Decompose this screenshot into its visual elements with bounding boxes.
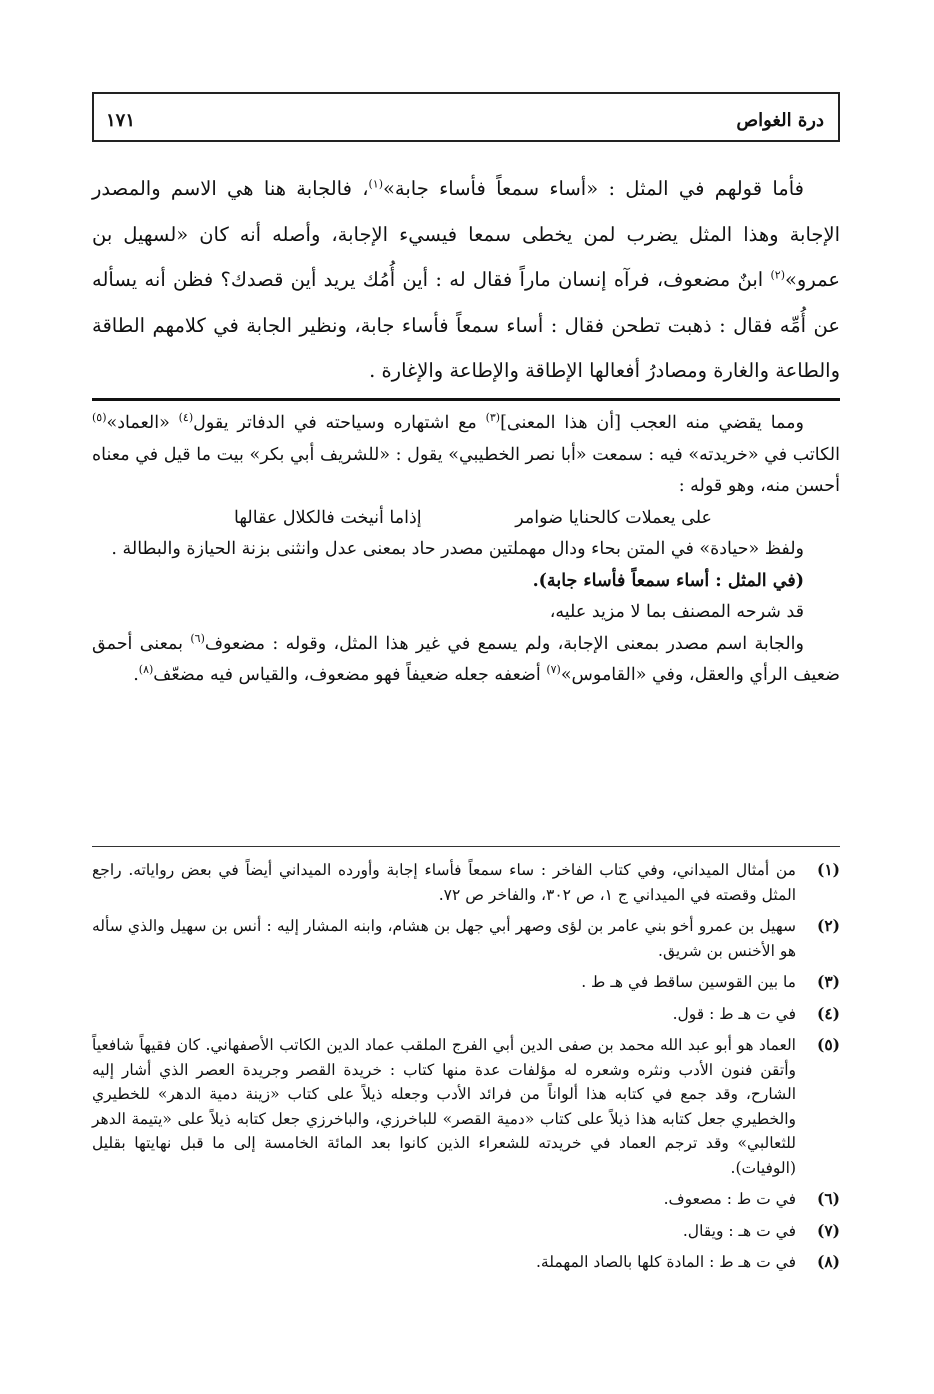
footnote-item [92,1250,840,1275]
footnote-ref: (٥) [92,411,107,425]
footnote-item [92,914,840,963]
footnote-ref: (٦) [190,631,205,645]
footnote-number: (٥) [816,1035,840,1054]
footnote-ref: (٧) [546,663,561,677]
commentary-text [92,408,840,692]
footnote-number: (٨) [816,1252,840,1271]
lemma-heading: (في المثل : أساء سمعاً فأساء جابة). [532,570,804,591]
main-paragraph [92,166,840,394]
verse-first-hemistich: على يعملات كالحنايا ضوامر [515,507,712,528]
footnote-number: (٤) [816,1003,840,1023]
section-divider [92,398,840,401]
footnote-number: (٧) [816,1220,840,1240]
running-title: درة الغواص [736,110,824,131]
commentary-part: مع اشتهاره وسياحته في الدفاتر يقول [193,413,486,433]
footnote-text: من أمثال الميداني، وفي كتاب الفاخر : ساء سمعاً فأساء إجابة وأورده الميداني أيضاً في بعض رواياته. راجع المثل وقصته في الميداني ج ١، ص ٣٠٢، والفاخر ص ٧٢. [92,861,796,904]
footnote-item [92,1187,840,1212]
commentary-part: والجابة اسم مصدر بمعنى الإجابة، ولم يسمع في غير هذا المثل، وقوله : مضعوف [204,633,804,654]
footnote-item [92,1033,840,1180]
commentary-part: أضعفه جعله ضعيفاً فهو مضعوف، والقياس فيه مضعّف [153,665,547,685]
footnote-ref: (١) [368,177,383,191]
footnote-item [92,858,840,907]
commentary-paragraph [92,629,840,692]
footnote-text: في ت هـ : ويقال. [682,1221,796,1240]
footnote-number: (٢) [816,916,840,935]
footnote-text: العماد هو أبو عبد الله محمد بن صفى الدين أبي الفرج الملقب عماد الدين الكاتب الأصفهاني. كان فقيهاً شافعياً وأتقن فنون الأدب ونثره وشعره له مؤلفات عدة منها كتاب : خريدة القصر وجريدة العصر الذي أشار إليه الشارح، وقد جمع في كتابه هذا ألواناً من فرائد الأدب وجعله ذيلاً على كتاب «زينة دمية الدهر» للخطيري والخطيري جعل كتابه هذا ذيلاً على كتاب «دمية القصر» للباخرزي، والباخرزي جعل كتابه ذيلاً على «يتيمة الدهر للثعالبي» وقد ترجم العماد في خريدته للشعراء الذين كانوا بعد المائة الخامسة إلى ما قبل نهايتها بقليل (الوفيات). [92,1036,796,1177]
commentary-paragraph [92,408,840,503]
commentary-part: «العماد» [106,413,179,433]
footnote-text: في ت هـ ط : قول. [672,1004,796,1023]
footnote-number: (٦) [816,1189,840,1208]
footnote-divider [92,846,840,847]
footnotes-section [92,858,840,1282]
main-text-part: ابنٌ مضعوف، فرآه إنسان ماراً فقال له : أين أُمُك يريد أين قصدك؟ فظن أنه يسأله عن أُمِّه فقال : ذهبت تطحن فقال : أساء سمعاً فأساء جابة، ونظير الجابة في كلامهم الطاقة والطاعة والغارة ومصادرُ أفعالها الإطاقة والإطاعة والإغارة . [92,268,840,382]
commentary-part: الكاتب في «خريدته» فيه : سمعت «أبا نصر الخطيبي» يقول : «للشريف أبي بكر» بيت ما قيل في معناه أحسن منه، وهو قوله : [92,444,840,496]
commentary-paragraph: ولفظ «حيادة» في المتن بحاء ودال مهملتين مصدر حاد بمعنى عدل وانثنى بزنة الحيازة والبطالة . [111,539,804,559]
commentary-part: بمعنى أحمق ضعيف الرأي والعقل، وفي «القاموس» [92,633,840,685]
footnote-item [92,970,840,995]
page-header [92,92,840,142]
footnote-text: في ت ط : مصعوف. [663,1190,796,1208]
verse-second-hemistich: إذاما أنيخت فالكلال عقالها [234,507,422,528]
commentary-paragraph: قد شرحه المصنف بما لا مزيد عليه، [549,602,804,622]
footnote-ref: (٢) [770,268,785,282]
commentary-part: ومما يقضي منه العجب [أن هذا المعنى] [500,413,804,433]
main-text [92,166,840,394]
footnote-number: (١) [816,860,840,879]
footnote-text: ما بين القوسين ساقط في هـ ط . [581,973,796,991]
poetry-verse [92,503,840,535]
footnote-ref: (٨) [138,663,154,677]
footnote-number: (٣) [816,972,840,991]
footnote-item [92,1002,840,1027]
footnote-ref: (٤) [178,411,194,425]
main-text-part: ، فالجابة هنا هي الاسم والمصدر الإجابة وهذا المثل يضرب لمن يخطى سمعا فيسيء الإجابة، وأصله أنه كان «لسهيل بن عمرو» [92,177,840,291]
page-number: ١٧١ [106,110,136,131]
footnote-ref: (٣) [485,411,501,425]
main-text-part: فأما قولهم في المثل : «أساء سمعاً فأساء جابة» [383,177,804,200]
footnote-item [92,1219,840,1244]
footnote-text: في ت هـ ط : المادة كلها بالصاد المهملة. [535,1253,796,1271]
commentary-part: . [133,665,139,685]
footnote-text: سهيل بن عمرو أخو بني عامر بن لؤى وصهر أبي جهل بن هشام، وابنه المشار إليه : أنس بن سهيل والذي سأله هو الأخنس بن شريق. [92,917,796,960]
